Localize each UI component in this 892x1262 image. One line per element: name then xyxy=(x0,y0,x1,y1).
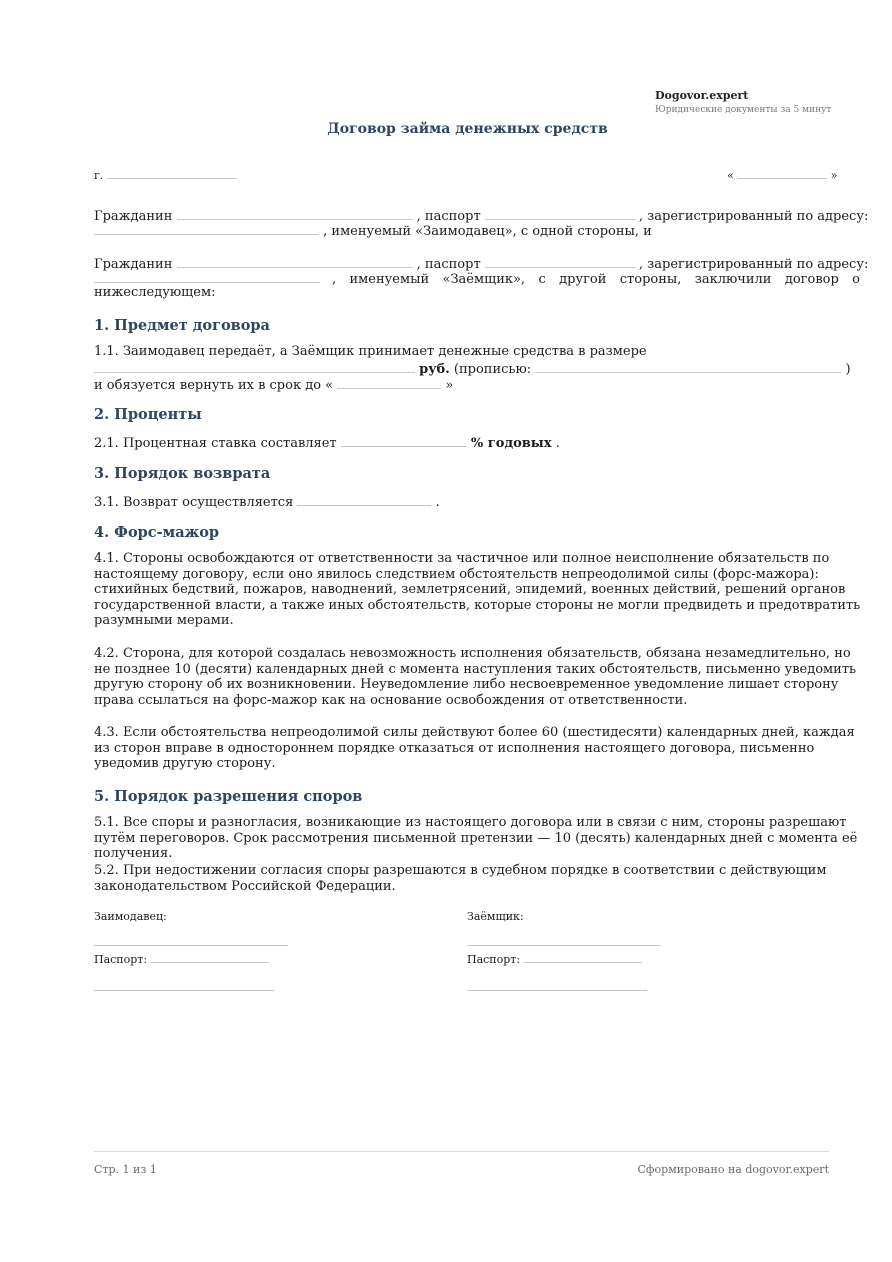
city-line xyxy=(94,165,237,182)
borrower-signature-line xyxy=(467,945,661,946)
footer-generated: Сформировано на dogovor.expert xyxy=(637,1163,829,1176)
rate-dot: . xyxy=(555,436,560,451)
borrower-extra-line xyxy=(467,990,647,991)
party1-citizen-label: Гражданин xyxy=(94,209,173,224)
date-blank xyxy=(737,165,827,179)
lender-signature-line xyxy=(94,945,288,946)
brand-block xyxy=(655,88,831,118)
section-5-p2: 5.2. При недостижении согласия споры разрешаются в судебном порядке в соответствии с действующим законодательством Российской Федерации. xyxy=(94,863,827,894)
section-3-heading: 3. Порядок возврата xyxy=(94,465,271,482)
party1-passport-label: , паспорт xyxy=(416,209,481,224)
section-4-p1: 4.1. Стороны освобождаются от ответственности за частичное или полное неисполнение обязательств по настоящему договору, если оно явилось следствием обстоятельств непреодолимой силы (форс-мажора): стихийных бедствий, пожаров, наводнений, землетрясений, эпидемий, военных действий, решений органов государственной власти, а также иных обстоятельств, которые стороны не могли предвидеть и предотвратить разумными мерами. xyxy=(94,551,861,628)
rub-label: руб. xyxy=(419,362,450,377)
borrower-passport-row xyxy=(467,950,642,966)
return-method-blank xyxy=(297,492,431,506)
party2-named-cont: нижеследующем: xyxy=(94,285,216,300)
return-date-blank xyxy=(337,375,441,389)
brand-tagline: Юридические документы за 5 минут xyxy=(655,105,832,115)
date-quote-open: « xyxy=(727,169,734,182)
section-2-p1 xyxy=(94,433,560,452)
party1-named-text: , именуемый «Заимодавец», с одной стороны, и xyxy=(323,224,652,239)
party2-address-blank xyxy=(94,269,320,283)
date-quote-close: » xyxy=(830,169,838,182)
propis-close: ) xyxy=(845,362,851,377)
section-1-p1-line1: 1.1. Заимодавец передаёт, а Заёмщик принимает денежные средства в размере xyxy=(94,344,647,359)
section-4-p2: 4.2. Сторона, для которой создалась невозможность исполнения обязательств, обязана незамедлительно, но не позднее 10 (десяти) календарных дней с момента наступления таких обстоятельств, письменно уведомить другую сторону об их возникновении. Неуведомление либо несвоевременное уведомление лишает сторону права ссылаться на форс-мажор как на основание освобождения от ответственности. xyxy=(94,646,857,708)
rate-text: 2.1. Процентная ставка составляет xyxy=(94,436,337,451)
section-5-heading: 5. Порядок разрешения споров xyxy=(94,788,363,805)
document-title: Договор займа денежных средств xyxy=(327,121,608,137)
return-method-dot: . xyxy=(435,495,440,510)
section-5-p1: 5.1. Все споры и разногласия, возникающие из настоящего договора или в связи с ним, стороны разрешают путём переговоров. Срок рассмотрения письменной претензии — 10 (десять) календарных дней с момента её получения. xyxy=(94,815,858,861)
borrower-passport-blank xyxy=(524,950,642,963)
party1-line2 xyxy=(94,221,652,240)
party2-passport-blank xyxy=(485,254,635,268)
party2-name-blank xyxy=(177,254,413,268)
party1-registered-label: , зарегистрированный по адресу: xyxy=(638,209,869,224)
footer-divider xyxy=(94,1151,829,1152)
section-3-p1 xyxy=(94,492,440,511)
party2-citizen-label: Гражданин xyxy=(94,257,173,272)
party1-address-blank xyxy=(94,221,319,235)
section-1-p1-line3 xyxy=(94,375,453,394)
rate-blank xyxy=(341,433,467,447)
city-prefix: г. xyxy=(94,169,104,182)
section-4-p3: 4.3. Если обстоятельства непреодолимой силы действуют более 60 (шестидесяти) календарных дней, каждая из сторон вправе в одностороннем порядке отказаться от исполнения настоящего договора, письменно уведомив другую сторону. xyxy=(94,725,855,771)
date-line xyxy=(727,165,837,182)
lender-passport-label: Паспорт: xyxy=(94,953,148,966)
city-blank xyxy=(107,165,237,179)
lender-passport-blank xyxy=(151,950,269,963)
lender-label: Заимодавец: xyxy=(94,910,167,923)
section-2-heading: 2. Проценты xyxy=(94,406,202,423)
lender-extra-line xyxy=(94,990,274,991)
party1-name-blank xyxy=(177,206,413,220)
party1-passport-blank xyxy=(485,206,635,220)
section-1-heading: 1. Предмет договора xyxy=(94,317,270,334)
party2-passport-label: , паспорт xyxy=(416,257,481,272)
borrower-label: Заёмщик: xyxy=(467,910,524,923)
return-method-text: 3.1. Возврат осуществляется xyxy=(94,495,294,510)
lender-passport-row xyxy=(94,950,269,966)
propis-label: (прописью: xyxy=(453,362,532,377)
return-close-quote: » xyxy=(445,378,454,393)
section-4-heading: 4. Форс-мажор xyxy=(94,524,220,541)
amount-blank xyxy=(94,359,415,373)
rate-percent-label: % годовых xyxy=(470,436,552,451)
amount-words-blank xyxy=(535,359,841,373)
return-text: и обязуется вернуть их в срок до « xyxy=(94,378,334,393)
borrower-passport-label: Паспорт: xyxy=(467,953,521,966)
party2-named-text: , именуемый «Заёмщик», с другой стороны, заключили договор о xyxy=(332,272,860,287)
footer-page-number: Стр. 1 из 1 xyxy=(94,1163,157,1176)
brand-name: Dogovor.expert xyxy=(655,89,749,102)
party2-registered-label: , зарегистрированный по адресу: xyxy=(638,257,869,272)
